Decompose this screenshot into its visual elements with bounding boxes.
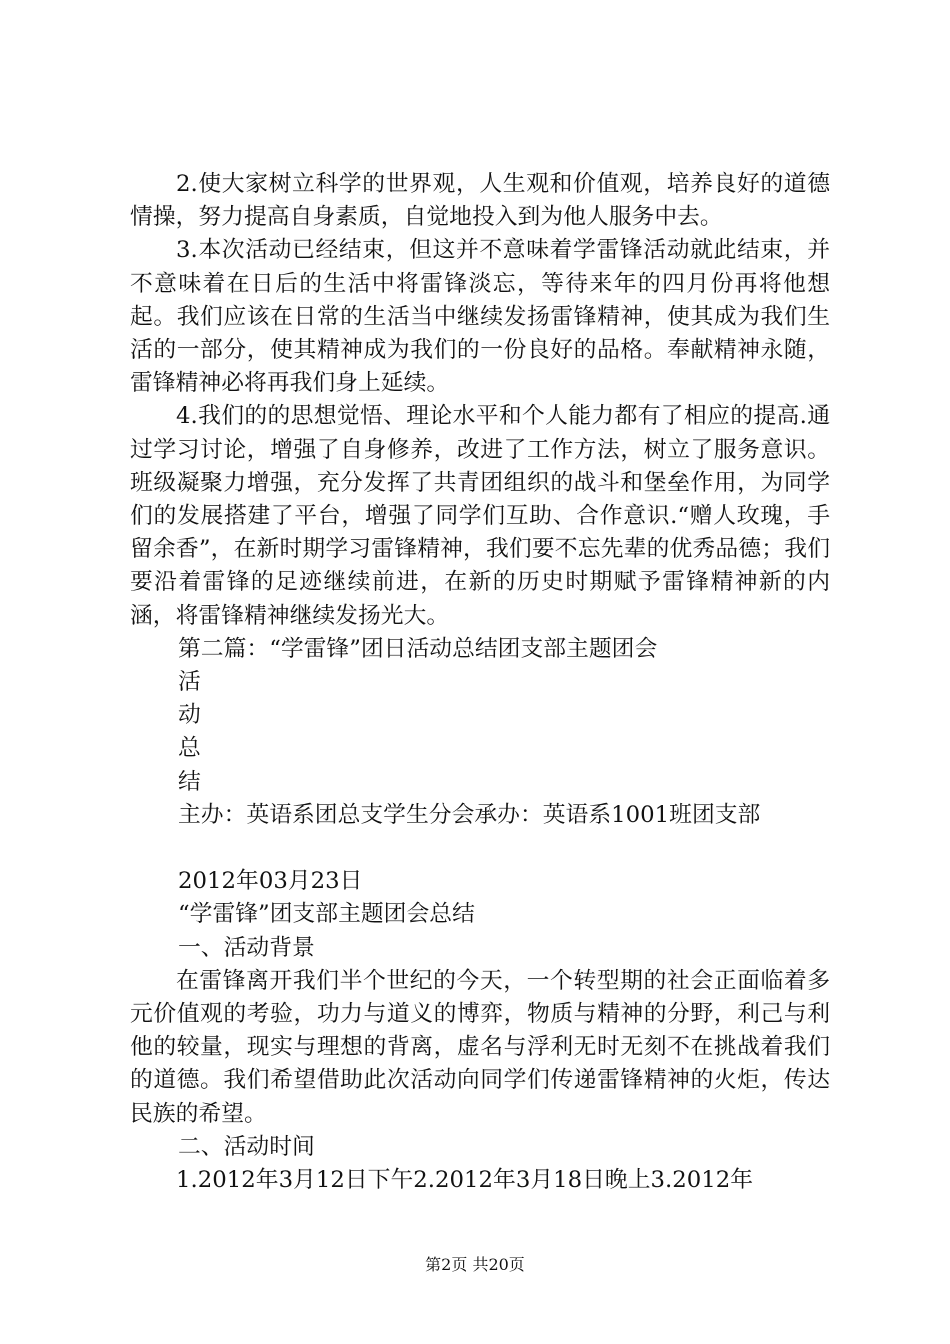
paragraph-item-4: 4.我们的的思想觉悟、理论水平和个人能力都有了相应的提高.通过学习讨论，增强了自身修养，改进了工作方法，树立了服务意识。班级凝聚力增强，充分发挥了共青团组织的战斗和堡垒作用，为同学们的发展搭建了平台，增强了同学们互助、合作意识.“赠人玫瑰，手留余香”，在新时期学习雷锋精神，我们要不忘先辈的优秀品德；我们要沿着雷锋的足迹继续前进，在新的历史时期赋予雷锋精神新的内涵，将雷锋精神继续发扬光大。 (130, 403, 830, 629)
paragraph-item-3: 3.本次活动已经结束，但这并不意味着学雷锋活动就此结束，并不意味着在日后的生活中将雷锋淡忘，等待来年的四月份再将他想起。我们应该在日常的生活当中继续发扬雷锋精神，使其成为我们生活的一部分，使其精神成为我们的一份良好的品格。奉献精神永随，雷锋精神必将再我们身上延续。 (130, 237, 830, 397)
vertical-char-huo: 活 (178, 669, 201, 696)
section-heading-time: 二、活动时间 (178, 1133, 315, 1160)
summary-title: “学雷锋”团支部主题团会总结 (178, 901, 475, 928)
date-line: 2012年03月23日 (178, 868, 363, 895)
organizer-line: 主办：英语系团总支学生分会承办：英语系1001班团支部 (178, 801, 761, 828)
page-footer: 第2页 共20页 (425, 1255, 525, 1274)
paragraph-item-2: 2.使大家树立科学的世界观，人生观和价值观，培养良好的道德情操，努力提高自身素质，自觉地投入到为他人服务中去。 (130, 171, 830, 231)
second-article-title: 第二篇：“学雷锋”团日活动总结团支部主题团会 (178, 635, 658, 662)
time-paragraph: 1.2012年3月12日下午2.2012年3月18日晚上3.2012年 (176, 1167, 754, 1194)
section-heading-background: 一、活动背景 (178, 934, 315, 961)
vertical-char-dong: 动 (178, 702, 201, 729)
vertical-char-jie: 结 (178, 768, 201, 795)
document-body (130, 168, 830, 1197)
blank-line (130, 832, 830, 865)
vertical-char-zong: 总 (178, 735, 201, 762)
background-paragraph: 在雷锋离开我们半个世纪的今天，一个转型期的社会正面临着多元价值观的考验，功力与道义的博弈，物质与精神的分野，利己与利他的较量，现实与理想的背离，虚名与浮利无时无刻不在挑战着我们的道德。我们希望借助此次活动向同学们传递雷锋精神的火炬，传达民族的希望。 (130, 967, 830, 1127)
